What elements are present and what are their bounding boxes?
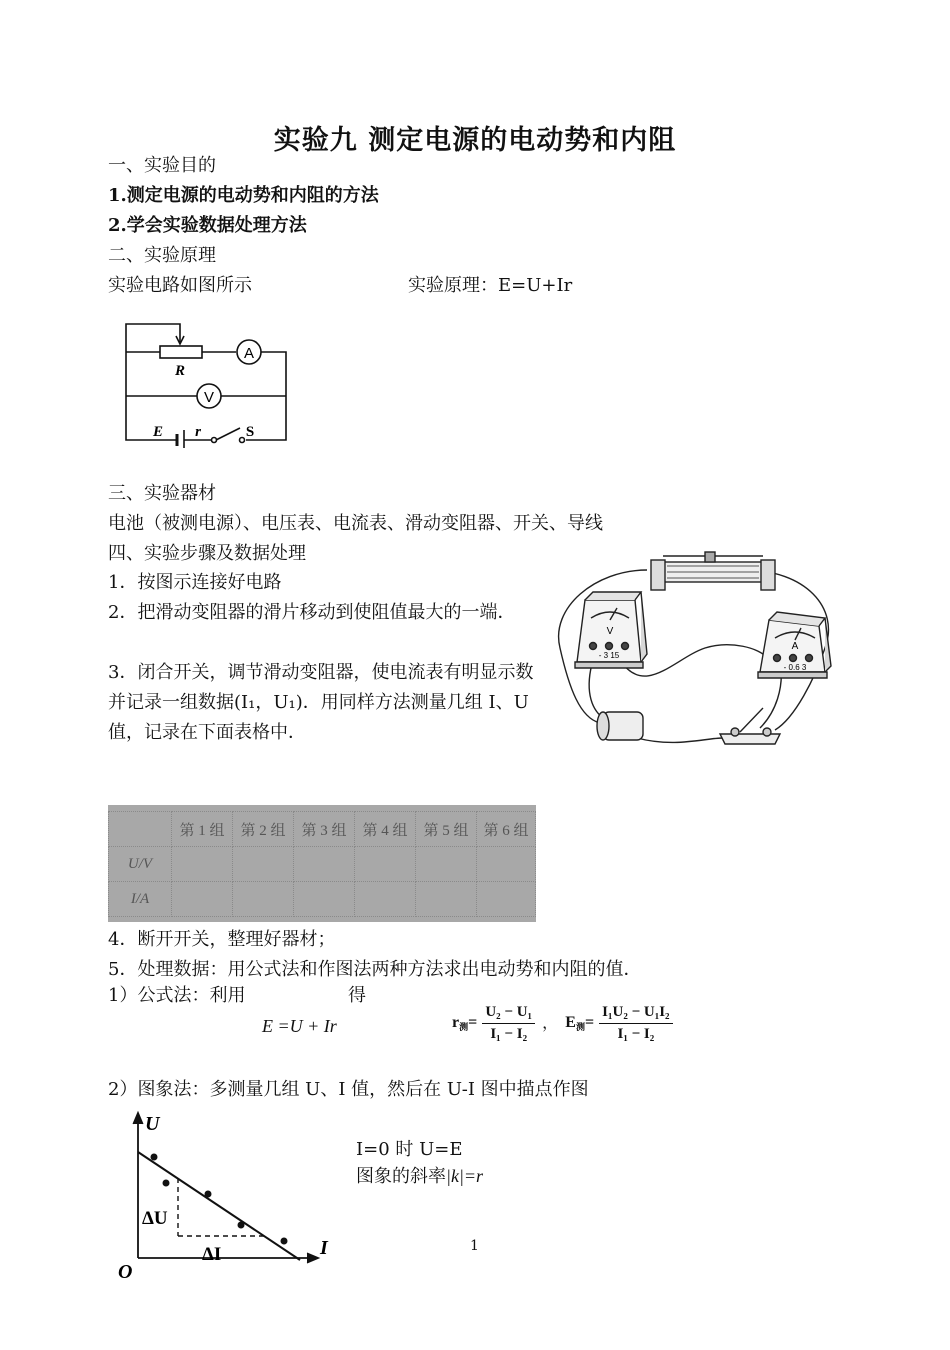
table-row-label: U/V: [109, 847, 172, 882]
graph-x-axis-label: I: [320, 1237, 328, 1259]
table-header-cell: 第 1 组: [172, 812, 233, 847]
switch-label: S: [245, 424, 255, 440]
table-row-label: I/A: [109, 882, 172, 917]
graph-origin-label: O: [118, 1261, 133, 1283]
e-numerator: I₁U₂ − U₁I₂: [599, 1004, 672, 1024]
r-fraction: [482, 1004, 535, 1043]
page-number: 1: [470, 1238, 479, 1254]
table-cell[interactable]: [416, 882, 477, 917]
step-2: 2．把滑动变阻器的滑片移动到使阻值最大的一端．: [108, 602, 516, 623]
purpose-item-2: 2.学会实验数据处理方法: [108, 215, 307, 236]
method-formula-result: 得: [348, 985, 366, 1006]
table-row: [109, 882, 536, 917]
table-cell[interactable]: [477, 847, 536, 882]
graph-delta-i-label: ΔI: [202, 1244, 222, 1265]
table-row: [109, 847, 536, 882]
table-cell[interactable]: [294, 882, 355, 917]
e-fraction: [599, 1004, 672, 1043]
graph-note-slope: 图象的斜率|k|=r: [356, 1166, 484, 1187]
purpose-item-1: 1.测定电源的电动势和内阻的方法: [108, 185, 379, 206]
step-1: 1．按图示连接好电路: [108, 572, 282, 593]
voltmeter-symbol: V: [203, 389, 215, 406]
table-header-cell: 第 6 组: [477, 812, 536, 847]
circuit-caption: 实验电路如图所示: [108, 275, 252, 296]
r-numerator: U₂ − U₁: [482, 1004, 535, 1024]
internal-resistance-label: r: [195, 424, 201, 440]
u-i-graph: [112, 1108, 352, 1283]
page-title: 实验九 测定电源的电动势和内阻: [273, 125, 677, 156]
table-header-row: [109, 812, 536, 847]
formula-group: [452, 1004, 673, 1043]
table-cell[interactable]: [477, 882, 536, 917]
equipment-list: 电池（被测电源）、电压表、电流表、滑动变阻器、开关、导线: [108, 513, 603, 534]
table-cell[interactable]: [233, 847, 294, 882]
table-cell[interactable]: [355, 882, 416, 917]
table-cell[interactable]: [355, 847, 416, 882]
ammeter-face-label: A: [791, 641, 799, 652]
table-cell[interactable]: [172, 847, 233, 882]
table-header-cell: 第 3 组: [294, 812, 355, 847]
table-header-cell: 第 4 组: [355, 812, 416, 847]
voltmeter-scale-label: - 3 15: [598, 651, 620, 660]
section-heading-equipment: 三、实验器材: [108, 483, 216, 504]
graph-delta-u-label: ΔU: [142, 1208, 168, 1229]
table-cell[interactable]: [172, 882, 233, 917]
table-cell[interactable]: [416, 847, 477, 882]
r-denominator: I₁ − I₂: [490, 1026, 528, 1042]
table-cell[interactable]: [294, 847, 355, 882]
graph-y-axis-label: U: [145, 1113, 160, 1135]
section-heading-purpose: 一、实验目的: [108, 155, 216, 176]
data-table-panel: [108, 805, 536, 922]
step-3: 3．闭合开关，调节滑动变阻器，使电流表有明显示数并记录一组数据(I₁，U₁)．用同样方法测量几组 I、U 值，记录在下面表格中．: [108, 662, 534, 743]
emf-label: E: [152, 424, 164, 440]
formula-separator: ，: [542, 1013, 559, 1032]
data-table: [108, 811, 536, 917]
step-5: 5．处理数据：用公式法和作图法两种方法求出电动势和内阻的值．: [108, 959, 642, 980]
r-measured-symbol: $r_测=$: [452, 1014, 478, 1032]
section-heading-steps: 四、实验步骤及数据处理: [108, 543, 306, 564]
ammeter-symbol: A: [243, 345, 255, 362]
method-graph: 2）图象法：多测量几组 U、I 值，然后在 U-I 图中描点作图: [108, 1079, 589, 1100]
table-header-cell: 第 5 组: [416, 812, 477, 847]
step-4: 4．断开开关，整理好器材；: [108, 929, 336, 950]
e-measured-symbol: $E_测=$: [565, 1014, 595, 1032]
section-heading-principle: 二、实验原理: [108, 245, 216, 266]
e-denominator: I₁ − I₂: [617, 1026, 655, 1042]
method-formula-lead: 1）公式法：利用: [108, 985, 246, 1006]
graph-note-intercept: I=0 时 U=E: [356, 1139, 463, 1160]
apparatus-illustration: [555, 548, 840, 753]
voltmeter-face-label: V: [606, 626, 614, 637]
principle-formula: 实验原理：E=U+Ir: [408, 275, 573, 296]
circuit-diagram: [118, 316, 298, 448]
table-cell[interactable]: [233, 882, 294, 917]
equation-emf: E =U + Ir: [262, 1016, 337, 1036]
resistor-label: R: [174, 363, 186, 379]
table-header-cell: [109, 812, 172, 847]
table-header-cell: 第 2 组: [233, 812, 294, 847]
ammeter-scale-label: - 0.6 3: [783, 663, 807, 672]
